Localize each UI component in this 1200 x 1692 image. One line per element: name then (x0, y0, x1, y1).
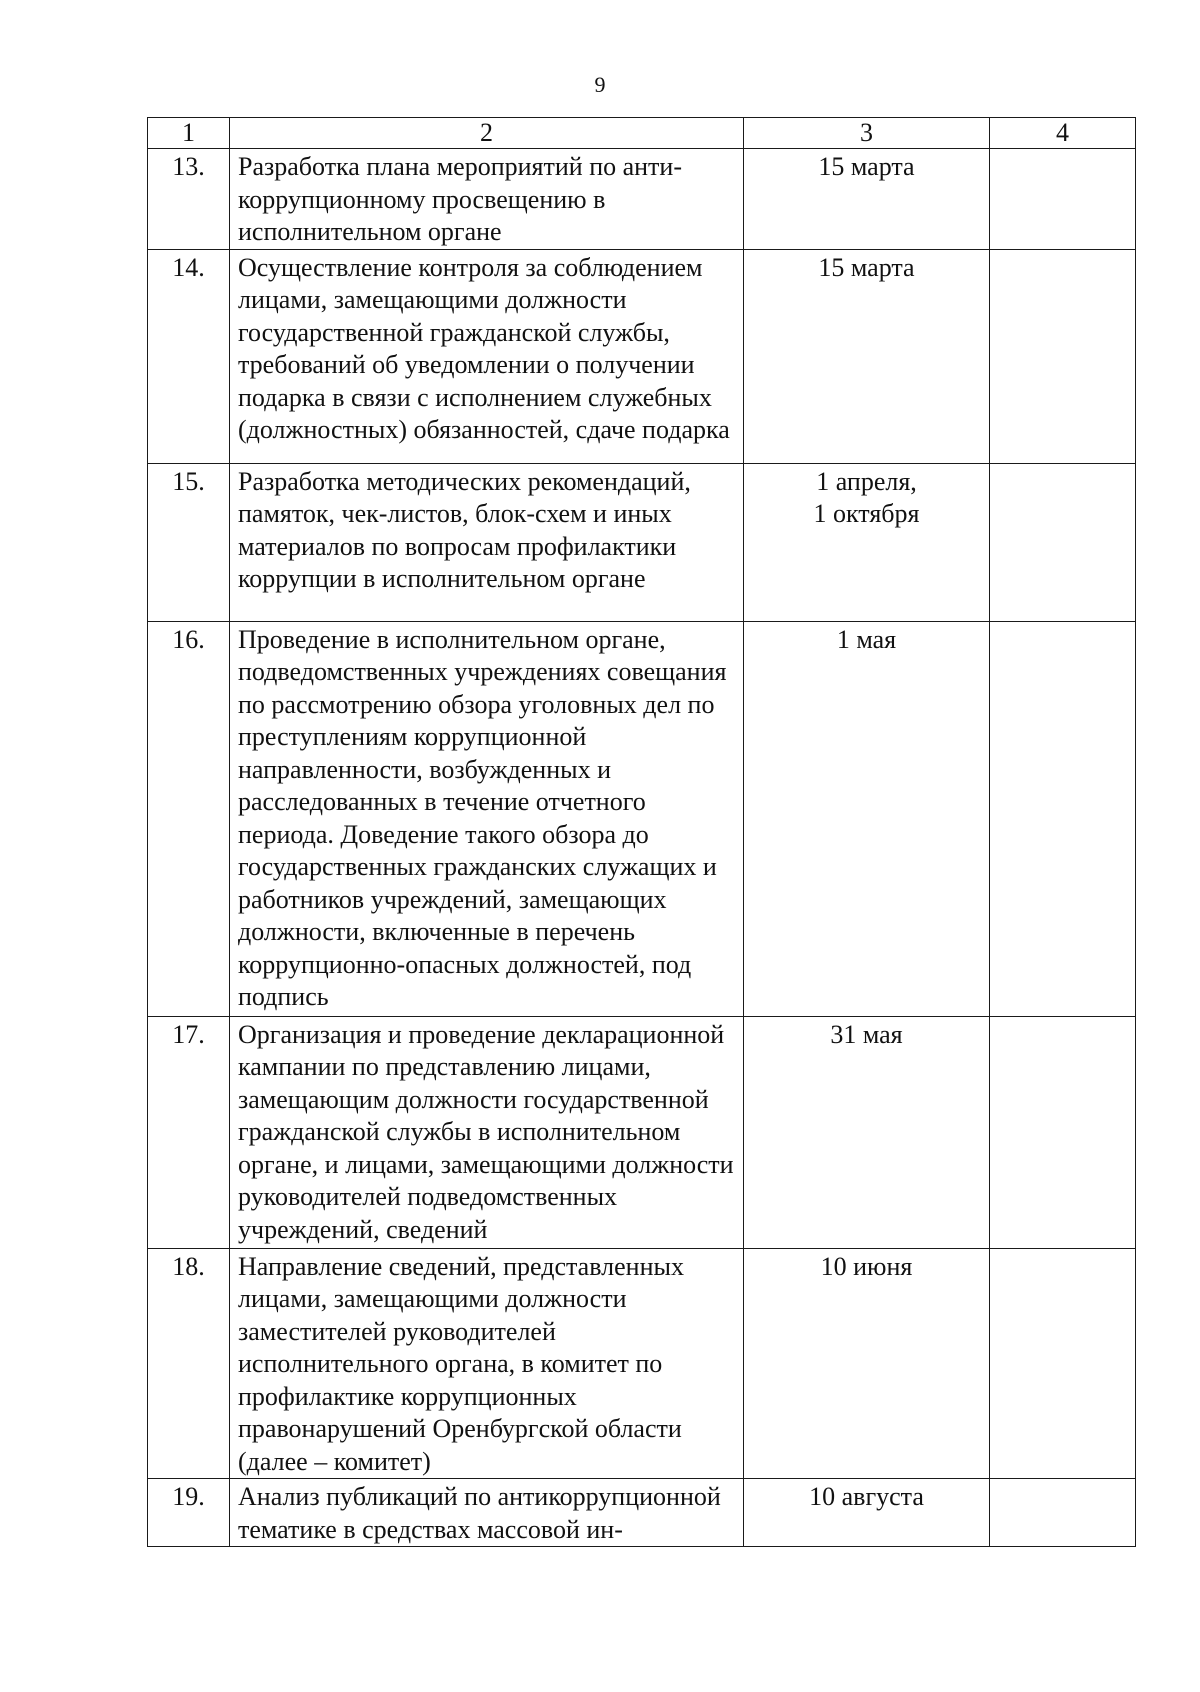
column-header-number: 1 (148, 118, 230, 149)
row-number: 16. (148, 621, 230, 1016)
deadline-cell (744, 149, 990, 250)
note-cell (990, 463, 1136, 621)
deadline-text: 15 марта (818, 252, 915, 282)
column-header-deadline: 3 (744, 118, 990, 149)
table-header-row (148, 118, 1136, 149)
table-row (148, 1016, 1136, 1248)
row-number: 17. (148, 1016, 230, 1248)
deadline-cell (744, 463, 990, 621)
deadline-text: 1 октября (813, 499, 920, 528)
row-number: 14. (148, 249, 230, 463)
note-cell (990, 1479, 1136, 1547)
table-row (148, 1248, 1136, 1479)
deadline-cell (744, 1016, 990, 1248)
measure-text: Анализ публикаций по антикоррупционной тематике в средствах массовой ин- (230, 1479, 744, 1547)
measure-text: Направление сведений, представленных лицами, замещающими должности заместителей руководителей исполнительного органа, в комитет по профилактике коррупционных правонарушений Оренбургской области (далее – комитет) (230, 1248, 744, 1479)
deadline-cell (744, 249, 990, 463)
table-row (148, 621, 1136, 1016)
measure-text: Разработка методических рекомендаций, памяток, чек-листов, блок-схем и иных материалов по вопросам профилактики коррупции в исполнительном органе (230, 463, 744, 621)
note-cell (990, 249, 1136, 463)
deadline-text: 10 июня (820, 1251, 913, 1281)
table-row (148, 1479, 1136, 1547)
row-number: 19. (148, 1479, 230, 1547)
page-number: 9 (594, 72, 606, 97)
deadline-cell (744, 621, 990, 1016)
deadline-text: 31 мая (830, 1019, 903, 1049)
table-row (148, 249, 1136, 463)
row-number: 18. (148, 1248, 230, 1479)
table-row (148, 463, 1136, 621)
deadline-text: 10 августа (809, 1482, 924, 1511)
column-header-measure: 2 (230, 118, 744, 149)
measure-text: Организация и проведение декларационной кампании по представлению лицами, замещающим должности государственной гражданской службы в исполнительном органе, и лицами, замещающими должности руководителей подведомственных учреждений, сведений (230, 1016, 744, 1248)
note-cell (990, 621, 1136, 1016)
measure-text: Осуществление контроля за соблюдением лицами, замещающими должности государственной гражданской службы, требований об уведомлении о получении подарка в связи с исполнением служебных (должностных) обязанностей, сдаче подарка (230, 249, 744, 463)
note-cell (990, 1016, 1136, 1248)
deadline-cell (744, 1479, 990, 1547)
row-number: 13. (148, 149, 230, 250)
deadline-text: 15 марта (818, 152, 915, 181)
note-cell (990, 149, 1136, 250)
measure-text: Разработка плана мероприятий по анти-коррупционному просвещению в исполнительном органе (230, 149, 744, 250)
deadline-text: 1 мая (836, 624, 897, 654)
column-header-note: 4 (990, 118, 1136, 149)
deadline-cell (744, 1248, 990, 1479)
measures-table (147, 117, 1136, 1547)
note-cell (990, 1248, 1136, 1479)
table-row (148, 149, 1136, 250)
measure-text: Проведение в исполнительном органе, подведомственных учреждениях совещания по рассмотрению обзора уголовных дел по преступлениям коррупционной направленности, возбужденных и расследованных в течение отчетного периода. Доведение такого обзора до государственных гражданских служащих и работников учреждений, замещающих должности, включенные в перечень коррупционно-опасных должностей, под подпись (230, 621, 744, 1016)
row-number: 15. (148, 463, 230, 621)
deadline-text: 1 апреля, (816, 466, 917, 496)
